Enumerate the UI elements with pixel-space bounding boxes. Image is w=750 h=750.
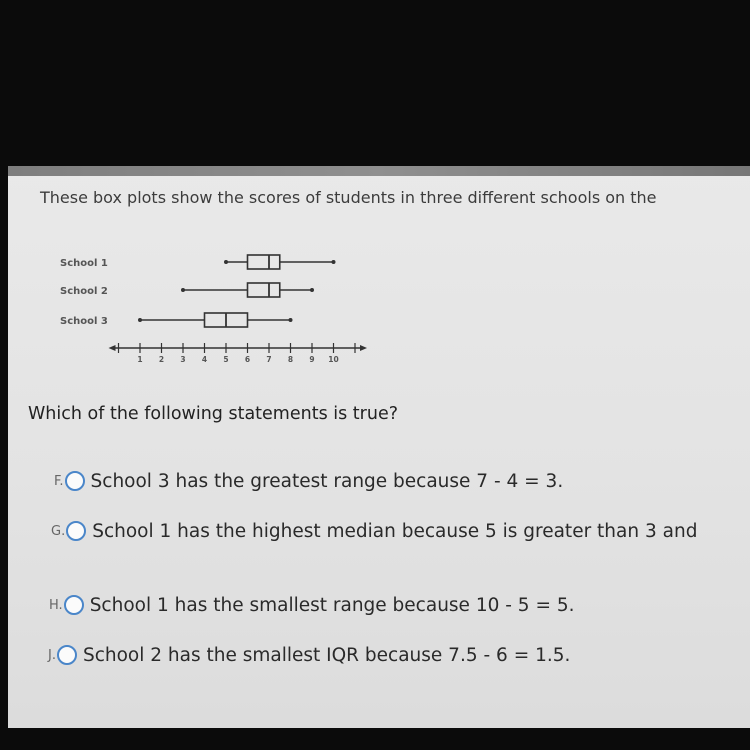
option-j-radio[interactable] (57, 645, 77, 665)
school-2-box (248, 283, 280, 297)
option-g[interactable] (51, 518, 697, 544)
box-plot-chart (8, 236, 368, 376)
option-g-text: School 1 has the highest median because 5 is greater than 3 and (92, 520, 698, 542)
option-j[interactable] (48, 642, 570, 668)
school-1-label: School 1 (60, 258, 108, 269)
option-h-text: School 1 has the smallest range because 10 - 5 = 5. (89, 594, 575, 616)
tick-label: 2 (158, 355, 165, 364)
intro-text: These box plots show the scores of students in three different schools on the (40, 188, 657, 207)
tick-label: 4 (201, 355, 208, 364)
option-h-letter: H. (49, 597, 63, 613)
school-3-label: School 3 (60, 316, 108, 327)
school-3-min-point (138, 318, 142, 322)
school-2-max-point (310, 288, 314, 292)
tick-label: 7 (266, 355, 272, 364)
school-1-box (248, 255, 280, 269)
tick-label: 8 (287, 355, 294, 364)
school-3-max-point (289, 318, 293, 322)
question-panel (8, 166, 750, 728)
axis-arrow-left (109, 345, 116, 351)
option-h[interactable] (49, 592, 574, 618)
tick-label: 6 (244, 355, 251, 364)
option-j-letter: J. (48, 647, 56, 663)
school-1-max-point (332, 260, 336, 264)
option-g-radio[interactable] (66, 521, 86, 541)
tick-label: 3 (180, 355, 186, 364)
tick-label: 10 (328, 355, 339, 364)
school-2-label: School 2 (60, 286, 108, 297)
option-f[interactable] (54, 468, 563, 494)
option-h-radio[interactable] (64, 595, 84, 615)
tick-label: 9 (309, 355, 315, 364)
school-2-min-point (181, 288, 185, 292)
option-f-letter: F. (54, 473, 64, 489)
option-f-radio[interactable] (65, 471, 85, 491)
question-text: Which of the following statements is true? (28, 404, 399, 424)
axis-arrow-right (360, 345, 367, 351)
option-g-letter: G. (51, 523, 66, 539)
top-band (8, 166, 750, 176)
option-j-text: School 2 has the smallest IQR because 7.5 - 6 = 1.5. (82, 644, 571, 666)
option-f-text: School 3 has the greatest range because 7 - 4 = 3. (90, 470, 564, 492)
tick-label: 1 (137, 355, 143, 364)
school-1-min-point (224, 260, 228, 264)
tick-label: 5 (223, 355, 229, 364)
